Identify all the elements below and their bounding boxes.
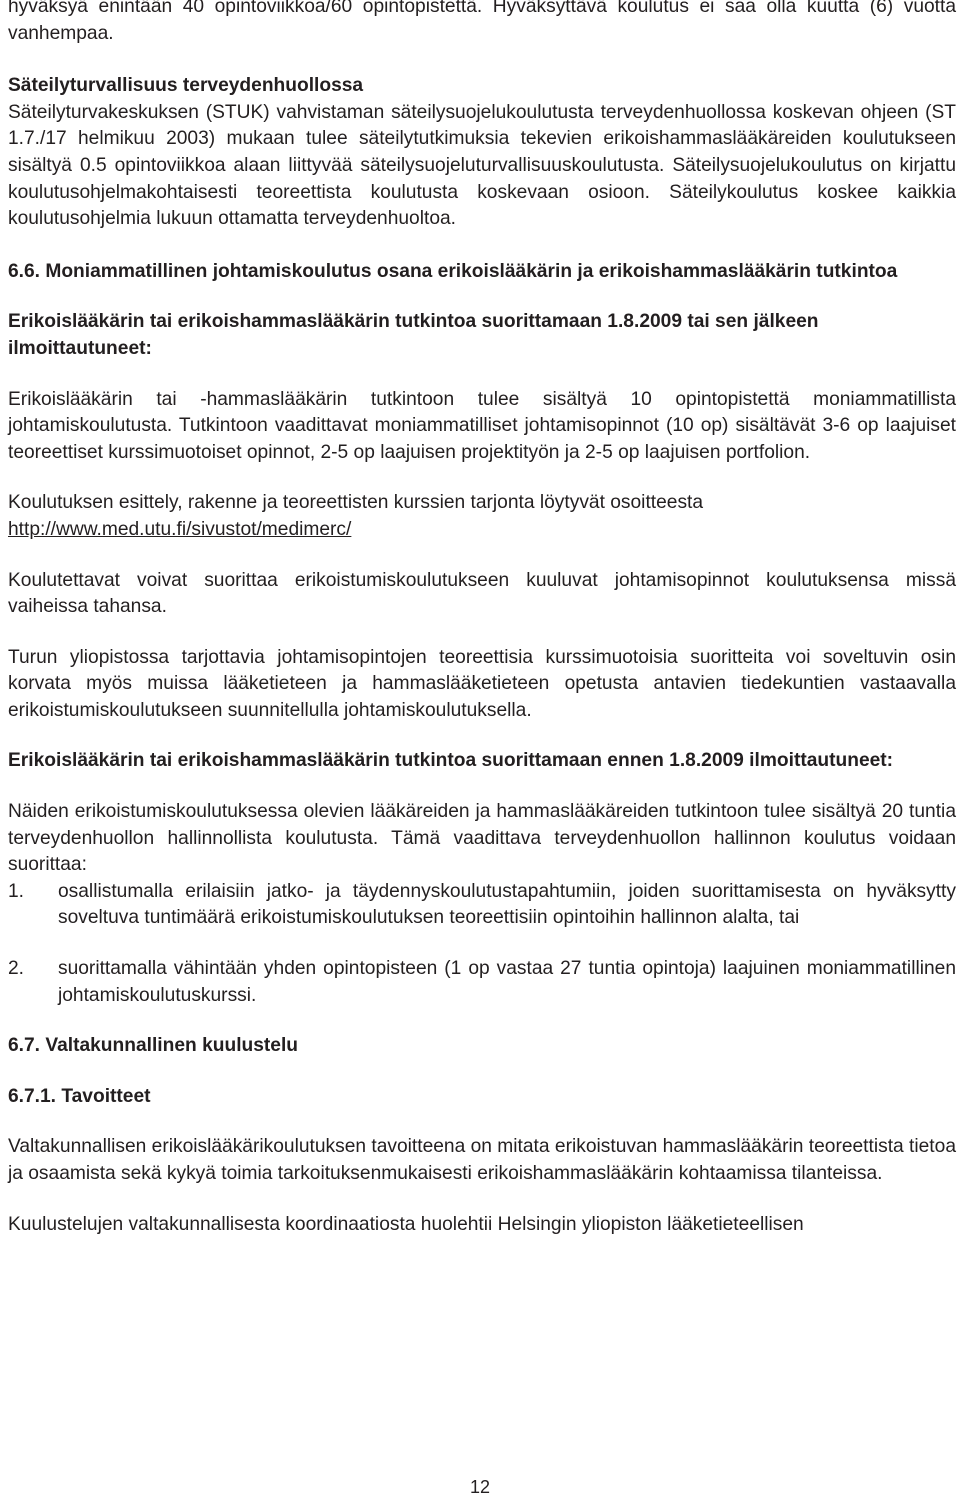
radiation-safety-heading: Säteilyturvallisuus terveydenhuollossa — [8, 75, 364, 97]
course-info-text: Koulutuksen esittely, rakenne ja teoreettisten kurssien tarjonta löytyvät osoitteesta — [8, 492, 704, 514]
list-item — [8, 879, 956, 932]
section-6-7-1-heading: 6.7.1. Tavoitteet — [8, 1085, 151, 1107]
list-item-number: 1. — [8, 880, 25, 902]
medimerc-link[interactable]: http://www.med.utu.fi/sivustot/medimerc/ — [8, 518, 352, 540]
document-page — [8, 0, 956, 1238]
goals-paragraph: Valtakunnallisen erikoislääkärikoulutuksen tavoitteena on mitata erikoistuvan hammaslääkärin teoreettista tietoa ja osaamista sekä kykyä toimia tarkoituksenmukaisesti erikoishammaslääkärin kohtaamissa tilanteissa. — [8, 1136, 956, 1184]
list-item-text: suorittamalla vähintään yhden opintopisteen (1 op vastaa 27 tuntia opintoja) laajuinen moniammatillinen johtamiskoulutuskurssi. — [58, 958, 956, 1006]
admin-training-paragraph: Näiden erikoistumiskoulutuksessa olevien lääkäreiden ja hammaslääkäreiden tutkintoon tulee sisältyä 20 tuntia terveydenhuollon hallinnollista koulutusta. Tämä vaadittava terveydenhuollon hallinnon koulutus voidaan suorittaa: — [8, 801, 956, 876]
section-6-7-heading: 6.7. Valtakunnallinen kuulustelu — [8, 1035, 299, 1057]
admin-training-options-list — [8, 879, 956, 1009]
course-info-paragraph — [8, 490, 956, 543]
list-item-text: osallistumalla erilaisiin jatko- ja täydennyskoulutustapahtumiin, joiden suorittamisesta on hyväksytty soveltuva tuntimäärä erikoistumiskoulutuksen teoreettisiin opintoihin hallinnon alalta, tai — [58, 880, 956, 929]
list-item — [8, 956, 956, 1009]
coordination-paragraph: Kuulustelujen valtakunnallisesta koordinaatiosta huolehtii Helsingin yliopiston lääketieteellisen — [8, 1213, 804, 1235]
before-2009-subheading: Erikoislääkärin tai erikoishammaslääkärin tutkintoa suorittamaan ennen 1.8.2009 ilmoittautuneet: — [8, 750, 894, 772]
section-6-6-heading: 6.6. Moniammatillinen johtamiskoulutus osana erikoislääkärin ja erikoishammaslääkärin tutkintoa — [8, 260, 898, 282]
page-number: 12 — [469, 1477, 491, 1497]
intro-paragraph: hyväksyä enintään 40 opintoviikkoa/60 opintopistettä. Hyväksyttävä koulutus ei saa olla kuutta (6) vuotta vanhempaa. — [8, 0, 956, 44]
timing-paragraph: Koulutettavat voivat suorittaa erikoistumiskoulutukseen kuuluvat johtamisopinnot koulutuksensa missä vaiheissa tahansa. — [8, 569, 956, 618]
list-item-number: 2. — [8, 958, 25, 980]
after-2009-subheading: Erikoislääkärin tai erikoishammaslääkärin tutkintoa suorittamaan 1.8.2009 tai sen jälkeen ilmoittautuneet: — [8, 311, 819, 359]
radiation-safety-paragraph: Säteilyturvakeskuksen (STUK) vahvistaman säteilysuojelukoulutusta terveydenhuollossa koskevan ohjeen (ST 1.7./17 helmikuu 2003) mukaan tulee säteilytutkimuksia tekevien erikoishammaslääkäreiden koulutukseen sisältyä 0.5 opintoviikkoa alaan liittyvää säteilysuojeluturvallisuuskoulutusta. Säteilysuojelukoulutus on kirjattu koulutusohjelmakohtaisesti teoreettista koulutusta koskevaan osioon. Säteilykoulutus koskee kaikkia koulutusohjelmia lukuun ottamatta terveydenhuoltoa. — [8, 101, 956, 230]
substitution-paragraph: Turun yliopistossa tarjottavia johtamisopintojen teoreettisia kurssimuotoisia suoritteita voi soveltuvin osin korvata myös muissa lääketieteen ja hammaslääketieteen opetusta antavien tiedekuntien vastaavalla erikoistumiskoulutukseen suunnitellulla johtamiskoulutuksella. — [8, 646, 956, 721]
leadership-training-paragraph: Erikoislääkärin tai -hammaslääkärin tutkintoon tulee sisältyä 10 opintopistettä moniammatillista johtamiskoulutusta. Tutkintoon vaadittavat moniammatilliset johtamisopinnot (10 op) sisältävät 3-6 op laajuiset teoreettiset kurssimuotoiset opinnot, 2-5 op laajuisen projektityön ja 2-5 op laajuisen portfolion. — [8, 388, 956, 463]
